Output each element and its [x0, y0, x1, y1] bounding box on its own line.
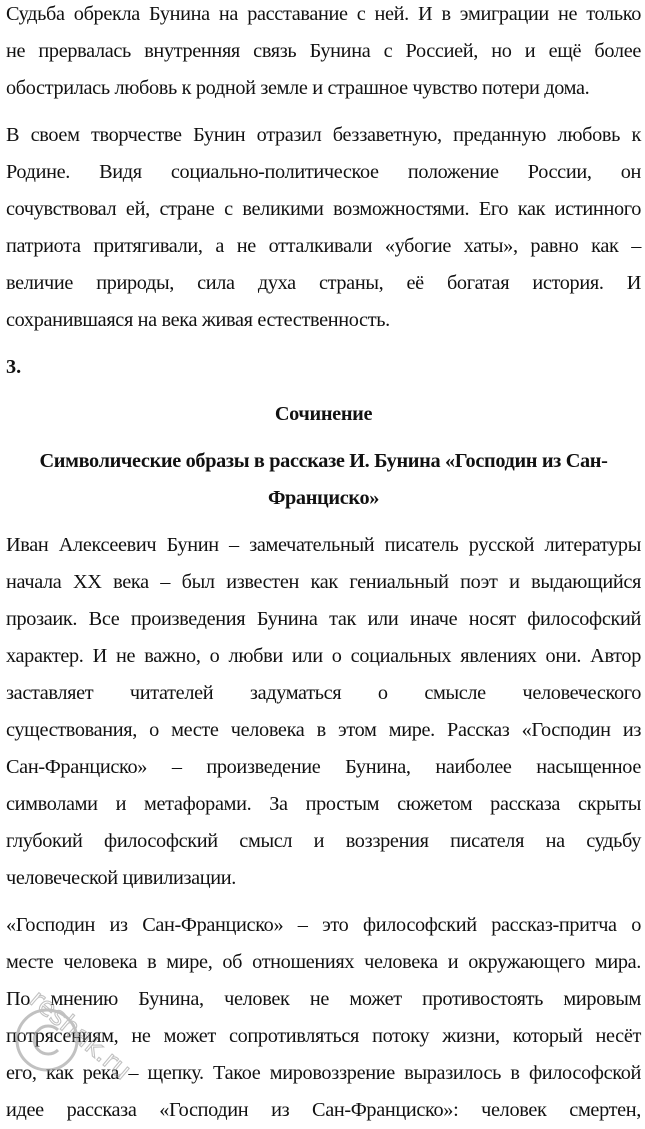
paragraph-3	[6, 527, 641, 897]
text-line: не прервалась внутренняя связь Бунина с Россией, но и ещё более	[6, 40, 641, 62]
text-line: идее рассказа «Господин из Сан-Франциско»: человек смертен,	[6, 1099, 641, 1121]
text-line: человеческой цивилизации.	[6, 867, 237, 889]
text-line: сочувствовал ей, стране с великими возможностями. Его как истинного	[6, 198, 641, 220]
section-number: 3.	[6, 356, 22, 378]
text-line: характер. И не важно, о любви или о социальных явлениях они. Автор	[6, 645, 641, 667]
essay-title-line: Символические образы в рассказе И. Бунина «Господин из Сан-	[39, 450, 608, 472]
text-line: начала XX века – был известен как гениальный поэт и выдающийся	[6, 571, 641, 593]
text-line: В своем творчестве Бунин отразил беззаветную, преданную любовь к	[6, 124, 641, 146]
text-line: потрясениям, не может сопротивляться потоку жизни, который несёт	[6, 1025, 641, 1047]
essay-title	[6, 443, 641, 517]
text-line: «Господин из Сан-Франциско» – это философский рассказ-притча о	[6, 914, 641, 936]
watermark-text: reshak.ru	[23, 984, 137, 1087]
text-line: Родине. Видя социально-политическое положение России, он	[6, 161, 641, 183]
text-line: существования, о месте человека в этом мире. Рассказ «Господин из	[6, 719, 641, 741]
paragraph-2	[6, 117, 641, 339]
text-line: глубокий философский смысл и воззрения писателя на судьбу	[6, 830, 641, 852]
essay-title-line: Франциско»	[267, 487, 380, 509]
text-line: его, как река – щепку. Такое мировоззрение выразилось в философской	[6, 1062, 641, 1084]
paragraph-1	[6, 0, 641, 107]
text-line: Судьба обрекла Бунина на расставание с ней. И в эмиграции не только	[6, 3, 641, 25]
essay-label: Сочинение	[274, 403, 373, 425]
text-line: заставляет читателей задуматься о смысле человеческого	[6, 682, 641, 704]
text-line: величие природы, сила духа страны, её богатая история. И	[6, 272, 641, 294]
text-line: Сан-Франциско» – произведение Бунина, наиболее насыщенное	[6, 756, 641, 778]
text-line: символами и метафорами. За простым сюжетом рассказа скрыты	[6, 793, 641, 815]
text-line: месте человека в мире, об отношениях человека и окружающего мира.	[6, 951, 641, 973]
text-line: Иван Алексеевич Бунин – замечательный писатель русской литературы	[6, 534, 641, 556]
text-line: сохранившаяся на века живая естественность.	[6, 309, 390, 331]
text-line: По мнению Бунина, человек не может противостоять мировым	[6, 988, 641, 1010]
text-line: обострилась любовь к родной земле и страшное чувство потери дома.	[6, 77, 590, 99]
paragraph-4	[6, 907, 641, 1129]
text-line: патриота притягивали, а не отталкивали «убогие хаты», равно как –	[6, 235, 641, 257]
text-line: прозаик. Все произведения Бунина так или иначе носят философский	[6, 608, 641, 630]
